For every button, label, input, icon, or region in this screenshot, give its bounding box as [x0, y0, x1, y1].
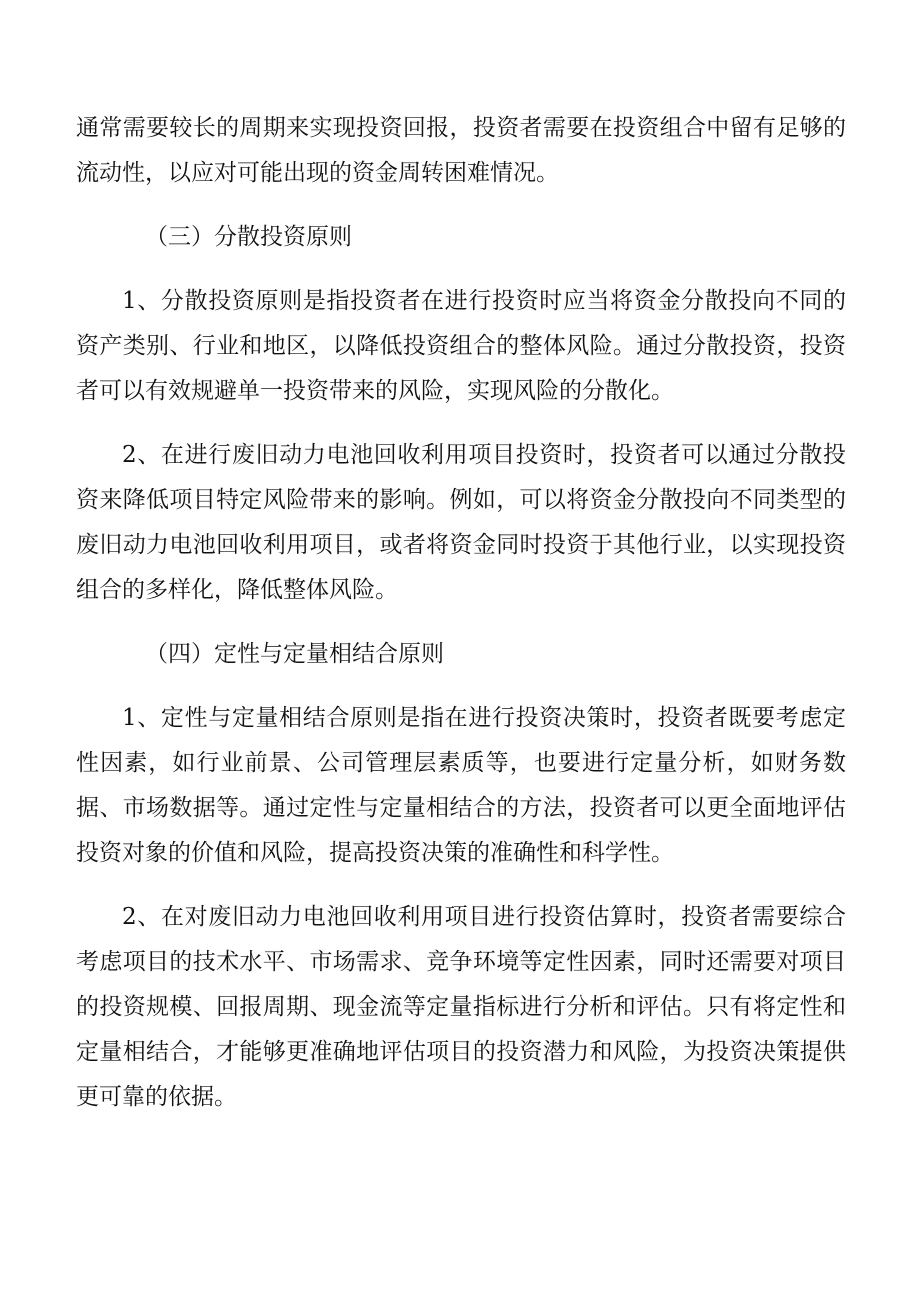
section-heading-4: （四）定性与定量相结合原则	[145, 641, 444, 667]
section-3-paragraph-1: 1、分散投资原则是指投资者在进行投资时应当将资金分散投向不同的资产类别、行业和地区，以降低投资组合的整体风险。通过分散投资，投资者可以有效规避单一投资带来的风险，实现风险的分散化。	[76, 288, 846, 404]
document-body	[76, 106, 846, 1120]
section-heading-3: （三）分散投资原则	[145, 224, 352, 250]
section-3-paragraph-2: 2、在进行废旧动力电池回收利用项目投资时，投资者可以通过分散投资来降低项目特定风险带来的影响。例如，可以将资金分散投向不同类型的废旧动力电池回收利用项目，或者将资金同时投资于其他行业，以实现投资组合的多样化，降低整体风险。	[76, 442, 846, 603]
section-4-paragraph-1: 1、定性与定量相结合原则是指在进行投资决策时，投资者既要考虑定性因素，如行业前景、公司管理层素质等，也要进行定量分析，如财务数据、市场数据等。通过定性与定量相结合的方法，投资者可以更全面地评估投资对象的价值和风险，提高投资决策的准确性和科学性。	[76, 705, 846, 866]
section-4-paragraph-2: 2、在对废旧动力电池回收利用项目进行投资估算时，投资者需要综合考虑项目的技术水平、市场需求、竞争环境等定性因素，同时还需要对项目的投资规模、回报周期、现金流等定量指标进行分析和评估。只有将定性和定量相结合，才能够更准确地评估项目的投资潜力和风险，为投资决策提供更可靠的依据。	[76, 904, 846, 1110]
continuation-paragraph: 通常需要较长的周期来实现投资回报，投资者需要在投资组合中留有足够的流动性，以应对可能出现的资金周转困难情况。	[76, 115, 846, 186]
